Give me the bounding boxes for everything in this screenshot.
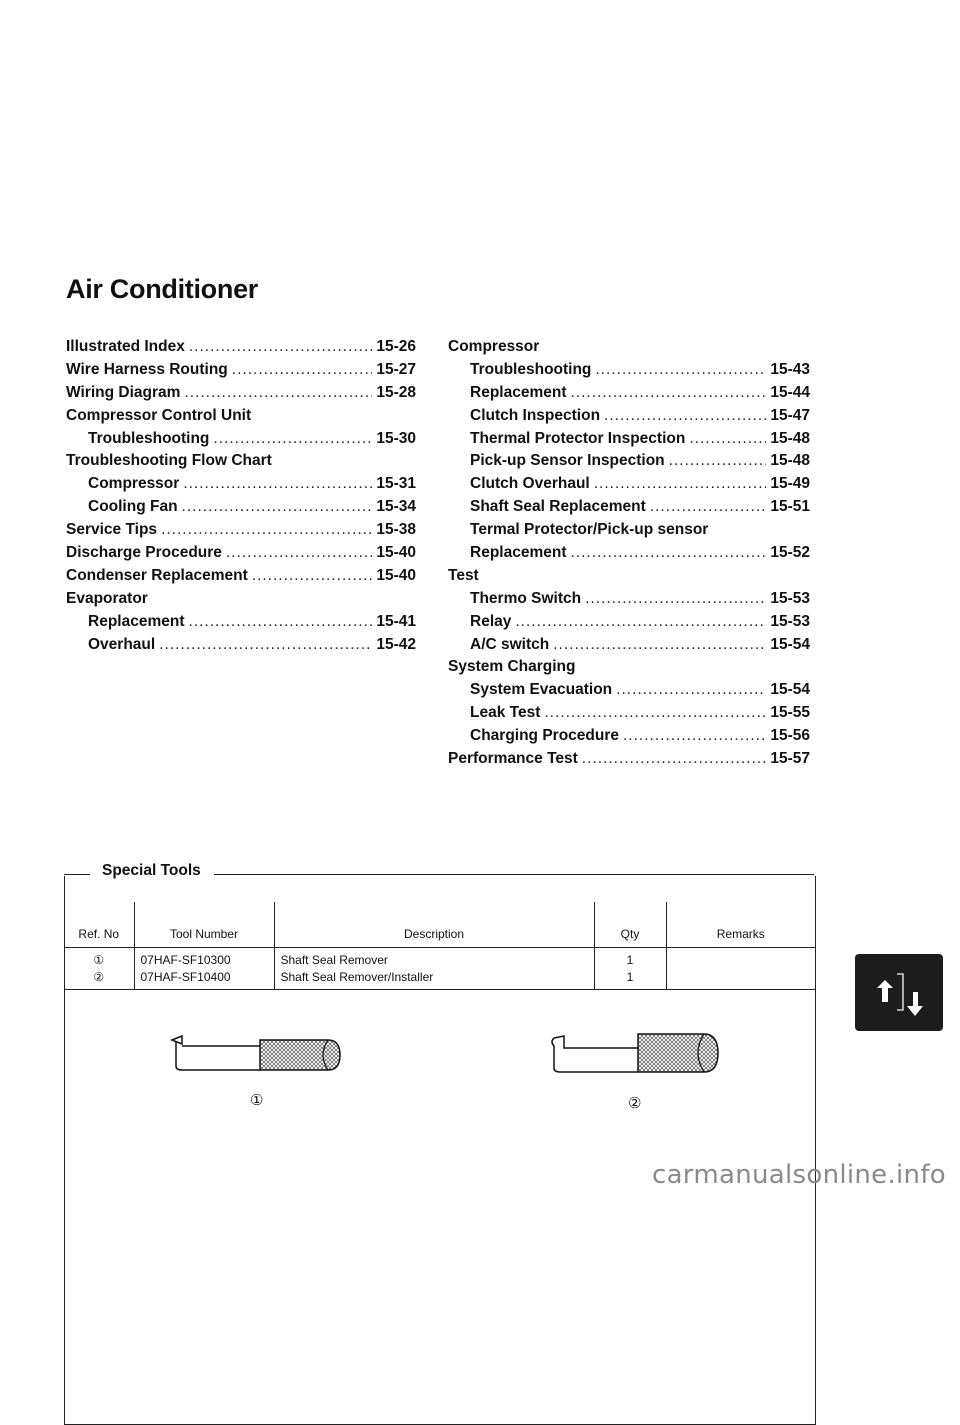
toc-entry-page: 15-28 (376, 383, 416, 401)
toc-leader-dots (189, 338, 372, 356)
toc-entry-label: Test (448, 566, 479, 584)
toc-entry (66, 452, 416, 475)
toc-leader-dots (594, 475, 767, 493)
col-qty: Qty (594, 902, 666, 948)
figure-caption-2: ② (628, 1095, 642, 1112)
toc-entry-label: Shaft Seal Replacement (470, 498, 646, 516)
toc-entry (448, 384, 810, 407)
toc-entry (448, 590, 810, 613)
toc-entry-label: Overhaul (88, 635, 156, 653)
toc-entry-page: 15-40 (376, 566, 416, 584)
toc-entry-page: 15-51 (770, 498, 810, 516)
toc-entry (448, 475, 810, 498)
toc-leader-dots (184, 384, 372, 402)
toc-entry-page: 15-26 (376, 338, 416, 355)
toc-leader-dots (650, 498, 767, 516)
toc-entry-label: Compressor Control Unit (66, 406, 252, 424)
cell-tool-number: 07HAF-SF10300 (134, 948, 274, 969)
toc-leader-dots (570, 384, 766, 402)
toc-entry-page: 15-48 (770, 429, 810, 447)
toc-entry-label: Compressor (448, 338, 540, 355)
toc-entry-page: 15-40 (376, 544, 416, 562)
toc-entry (448, 544, 810, 567)
up-down-arrows-icon (855, 954, 943, 1031)
toc-entry-label: A/C switch (470, 635, 550, 653)
toc-entry (66, 361, 416, 384)
table-row (64, 968, 815, 990)
toc-entry (66, 430, 416, 453)
toc-entry (448, 613, 810, 636)
toc-entry-label: Replacement (88, 612, 185, 630)
table-header-row (64, 902, 815, 948)
toc-entry-label: Wiring Diagram (66, 383, 181, 401)
toc-entry-page: 15-27 (376, 360, 416, 378)
toc-entry (448, 452, 810, 475)
toc-entry-page: 15-57 (770, 750, 810, 768)
nav-badge[interactable] (855, 954, 943, 1031)
toc-entry (448, 338, 810, 361)
toc-leader-dots (623, 727, 766, 745)
toc-entry-label: Replacement (470, 544, 567, 562)
toc-entry-label: Pick-up Sensor Inspection (470, 452, 665, 470)
toc-entry-label: Illustrated Index (66, 338, 185, 355)
cell-qty: 1 (594, 948, 666, 969)
cell-description: Shaft Seal Remover/Installer (274, 968, 594, 990)
toc-entry (66, 384, 416, 407)
col-description: Description (274, 902, 594, 948)
toc-entry-label: Replacement (470, 383, 567, 401)
cell-tool-number: 07HAF-SF10400 (134, 968, 274, 990)
toc-entry-label: Cooling Fan (88, 498, 178, 516)
toc-entry-page: 15-52 (770, 544, 810, 562)
toc-entry (448, 430, 810, 453)
toc-entry-label: System Charging (448, 658, 576, 676)
col-tool-number: Tool Number (134, 902, 274, 948)
toc-entry-page: 15-54 (770, 635, 810, 653)
toc-entry-label: Relay (470, 612, 512, 630)
toc-leader-dots (183, 475, 372, 493)
toc-entry (448, 727, 810, 750)
toc-entry (66, 590, 416, 613)
toc-entry (66, 567, 416, 590)
toc-entry-label: System Evacuation (470, 681, 613, 699)
toc-leader-dots (595, 361, 766, 379)
toc-entry-label: Wire Harness Routing (66, 360, 228, 378)
figure-caption-1: ① (250, 1092, 264, 1109)
toc-right-column (448, 338, 810, 773)
toc-entry (448, 658, 810, 681)
toc-leader-dots (213, 430, 372, 448)
toc-leader-dots (582, 750, 767, 768)
toc-entry (66, 475, 416, 498)
toc-entry-label: Charging Procedure (470, 727, 619, 745)
toc-entry-label: Thermal Protector Inspection (470, 429, 686, 447)
toc-entry-page: 15-48 (770, 452, 810, 470)
toc-entry (448, 636, 810, 659)
col-ref: Ref. No (64, 902, 134, 948)
toc-leader-dots (616, 681, 766, 699)
page-title: Air Conditioner (66, 274, 258, 304)
toc-leader-dots (161, 521, 372, 539)
section-rule (214, 874, 814, 875)
toc-entry-page: 15-38 (376, 521, 416, 539)
toc-entry-page: 15-53 (770, 612, 810, 630)
cell-remarks (666, 948, 815, 969)
toc-entry-label: Clutch Overhaul (470, 475, 590, 493)
toc-entry-label: Troubleshooting (470, 360, 592, 378)
toc-entry (66, 521, 416, 544)
toc-leader-dots (544, 704, 766, 722)
shaft-seal-remover-installer-illustration (548, 1026, 728, 1082)
special-tools-heading: Special Tools (102, 862, 201, 879)
toc-entry-page: 15-30 (376, 429, 416, 447)
toc-entry (448, 407, 810, 430)
toc-entry-label: Troubleshooting Flow Chart (66, 452, 272, 470)
toc-leader-dots (226, 544, 372, 562)
toc-leader-dots (585, 590, 766, 608)
cell-ref: ② (64, 968, 134, 990)
toc-entry-label: Evaporator (66, 589, 148, 607)
special-tools-table (64, 902, 815, 990)
cell-ref: ① (93, 952, 105, 967)
toc-entry (448, 521, 810, 544)
toc-leader-dots (232, 361, 373, 379)
toc-entry-label: Termal Protector/Pick-up sensor (470, 521, 709, 539)
toc-entry-page: 15-49 (770, 475, 810, 493)
cell-qty: 1 (594, 968, 666, 990)
toc-entry (66, 498, 416, 521)
toc-leader-dots (515, 613, 766, 631)
toc-entry-page: 15-42 (376, 635, 416, 653)
toc-entry-page: 15-55 (770, 704, 810, 722)
cell-description: Shaft Seal Remover (274, 948, 594, 969)
toc-entry-page: 15-41 (376, 612, 416, 630)
toc-entry (448, 750, 810, 773)
toc-entry-page: 15-43 (770, 360, 810, 378)
toc-entry (66, 544, 416, 567)
toc-entry-page: 15-34 (376, 498, 416, 516)
toc-leader-dots (689, 430, 766, 448)
toc-entry-label: Performance Test (448, 750, 578, 768)
toc-entry (448, 498, 810, 521)
shaft-seal-remover-illustration (168, 1030, 348, 1078)
toc-entry-page: 15-54 (770, 681, 810, 699)
toc-entry (448, 361, 810, 384)
toc-entry-label: Condenser Replacement (66, 566, 248, 584)
toc-entry-page: 15-47 (770, 406, 810, 424)
toc-entry (66, 613, 416, 636)
section-rule (64, 874, 90, 875)
watermark: carmanualsonline.info (651, 1160, 946, 1190)
toc-entry-label: Compressor (88, 475, 180, 493)
toc-entry-page: 15-44 (770, 383, 810, 401)
toc-leader-dots (570, 544, 766, 562)
toc-entry-label: Troubleshooting (88, 429, 210, 447)
toc-entry (448, 567, 810, 590)
toc-entry (66, 338, 416, 361)
toc-leader-dots (553, 636, 766, 654)
toc-entry (448, 681, 810, 704)
toc-leader-dots (252, 567, 373, 585)
toc-entry-label: Thermo Switch (470, 589, 582, 607)
toc-entry-label: Discharge Procedure (66, 544, 222, 562)
toc-entry (66, 636, 416, 659)
toc-entry-label: Clutch Inspection (470, 406, 601, 424)
toc-entry (448, 704, 810, 727)
toc-leader-dots (604, 407, 766, 425)
toc-leader-dots (159, 636, 372, 654)
toc-entry-page: 15-31 (376, 475, 416, 493)
col-remarks: Remarks (666, 902, 815, 948)
toc-leader-dots (188, 613, 372, 631)
table-row (64, 948, 815, 969)
cell-remarks (666, 968, 815, 990)
toc-entry-label: Leak Test (470, 704, 541, 722)
toc-leader-dots (669, 452, 767, 470)
toc-left-column (66, 338, 416, 658)
toc-leader-dots (182, 498, 373, 516)
toc-entry-label: Service Tips (66, 521, 158, 539)
toc-entry-page: 15-53 (770, 589, 810, 607)
toc-entry-page: 15-56 (770, 727, 810, 745)
toc-entry (66, 407, 416, 430)
